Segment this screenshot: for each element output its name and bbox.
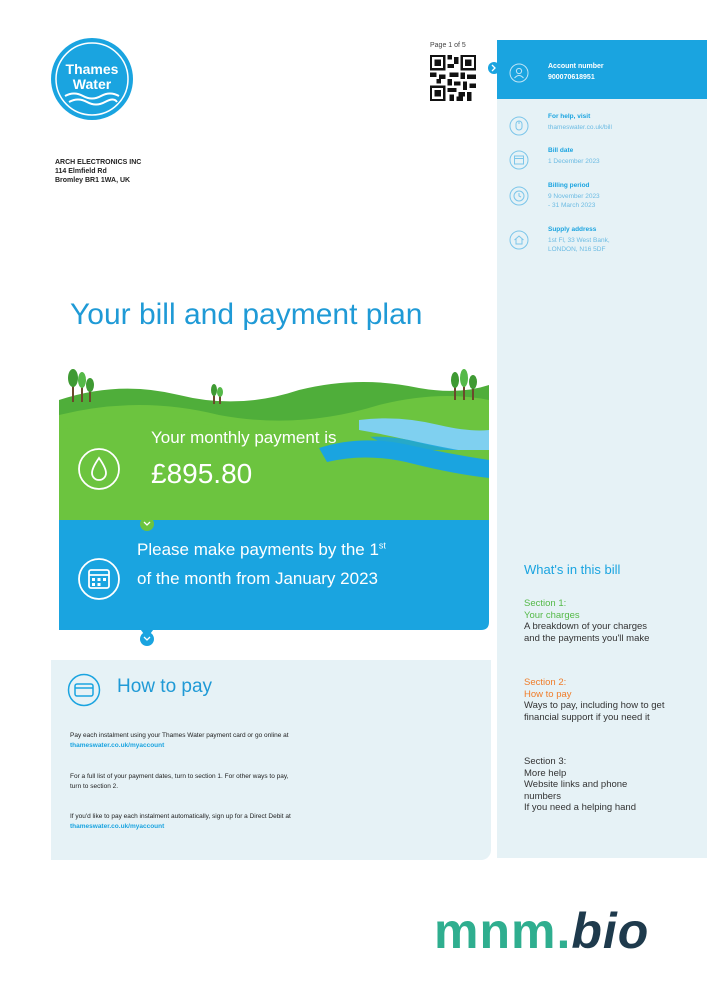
- section-name[interactable]: More help: [524, 767, 567, 779]
- billing-period-end: - 31 March 2023: [548, 202, 596, 209]
- watermark-italic: bio: [571, 903, 650, 959]
- section-label: Section 1:: [524, 598, 567, 609]
- qr-code[interactable]: [430, 55, 476, 101]
- section-description: Website links and phone: [524, 779, 628, 790]
- logo-line2: Water: [72, 76, 112, 92]
- supply-address-line: 1st Fl, 33 West Bank,: [548, 237, 610, 244]
- help-link[interactable]: thameswater.co.uk/bill: [548, 124, 612, 131]
- page-title: Your bill and payment plan: [70, 298, 423, 331]
- mouse-click-icon: [509, 116, 529, 136]
- section-description: A breakdown of your charges: [524, 621, 648, 632]
- payment-schedule-line2: of the month from January 2023: [137, 569, 378, 588]
- calendar-icon: [509, 150, 529, 170]
- watermark-logo: [434, 902, 649, 960]
- account-number-value: 900070618951: [548, 74, 595, 81]
- billing-period-title: Billing period: [548, 182, 590, 189]
- logo-line1: Thames: [65, 61, 119, 77]
- how-to-pay-title: How to pay: [117, 676, 213, 697]
- account-user-icon: [509, 63, 529, 83]
- how-to-pay-paragraph: turn to section 2.: [70, 783, 119, 790]
- recipient-line: Bromley BR1 1WA, UK: [55, 177, 131, 184]
- payment-schedule-line1: [137, 540, 386, 560]
- section-1-summary: [524, 598, 649, 644]
- chevron-right-icon: [487, 61, 499, 75]
- bill-date-value: 1 December 2023: [548, 158, 600, 165]
- section-description: If you need a helping hand: [524, 802, 636, 813]
- billing-period-start: 9 November 2023: [548, 193, 600, 200]
- payment-plan-illustration: [59, 360, 489, 660]
- payment-schedule-text: Please make payments by the 1: [137, 540, 379, 559]
- whats-in-bill-title: What's in this bill: [524, 562, 621, 577]
- house-icon: [509, 230, 529, 250]
- help-title: For help, visit: [548, 113, 591, 120]
- calendar-icon: [76, 556, 122, 602]
- clock-icon: [509, 186, 529, 206]
- payment-card-icon: [67, 673, 101, 707]
- monthly-payment-label: Your monthly payment is: [151, 428, 337, 447]
- how-to-pay-paragraph: For a full list of your payment dates, turn to section 1. For other ways to pay,: [70, 773, 289, 780]
- page-indicator: Page 1 of 5: [430, 42, 466, 49]
- section-description: Ways to pay, including how to get: [524, 700, 665, 711]
- recipient-line: 114 Elmfield Rd: [55, 168, 107, 175]
- section-name[interactable]: How to pay: [524, 688, 572, 700]
- account-number-label: Account number: [548, 63, 604, 70]
- section-label: Section 2:: [524, 677, 567, 688]
- section-label: Section 3:: [524, 756, 567, 767]
- bill-date-title: Bill date: [548, 147, 574, 154]
- section-description: financial support if you need it: [524, 711, 650, 723]
- myaccount-link[interactable]: thameswater.co.uk/myaccount: [70, 742, 165, 749]
- section-2-summary: [524, 677, 664, 723]
- how-to-pay-paragraph: If you'd like to pay each instalment automatically, sign up for a Direct Debit at: [70, 813, 291, 820]
- supply-address-line: LONDON, N16 5DF: [548, 246, 606, 253]
- watermark-main: mnm.: [434, 903, 572, 959]
- section-name[interactable]: Your charges: [524, 609, 580, 621]
- supply-address-title: Supply address: [548, 226, 597, 233]
- section-description: and the payments you'll make: [524, 632, 650, 644]
- ordinal-suffix: st: [378, 540, 386, 551]
- section-3-summary: [524, 756, 636, 814]
- monthly-payment-amount: £895.80: [151, 458, 253, 489]
- water-drop-icon: [76, 446, 122, 492]
- how-to-pay-paragraph: Pay each instalment using your Thames Water payment card or go online at: [70, 732, 289, 739]
- recipient-line: ARCH ELECTRONICS INC: [55, 159, 142, 166]
- section-description: numbers: [524, 790, 561, 802]
- recipient-address: [55, 158, 141, 185]
- direct-debit-link[interactable]: thameswater.co.uk/myaccount: [70, 823, 165, 830]
- thames-water-logo: [49, 36, 135, 122]
